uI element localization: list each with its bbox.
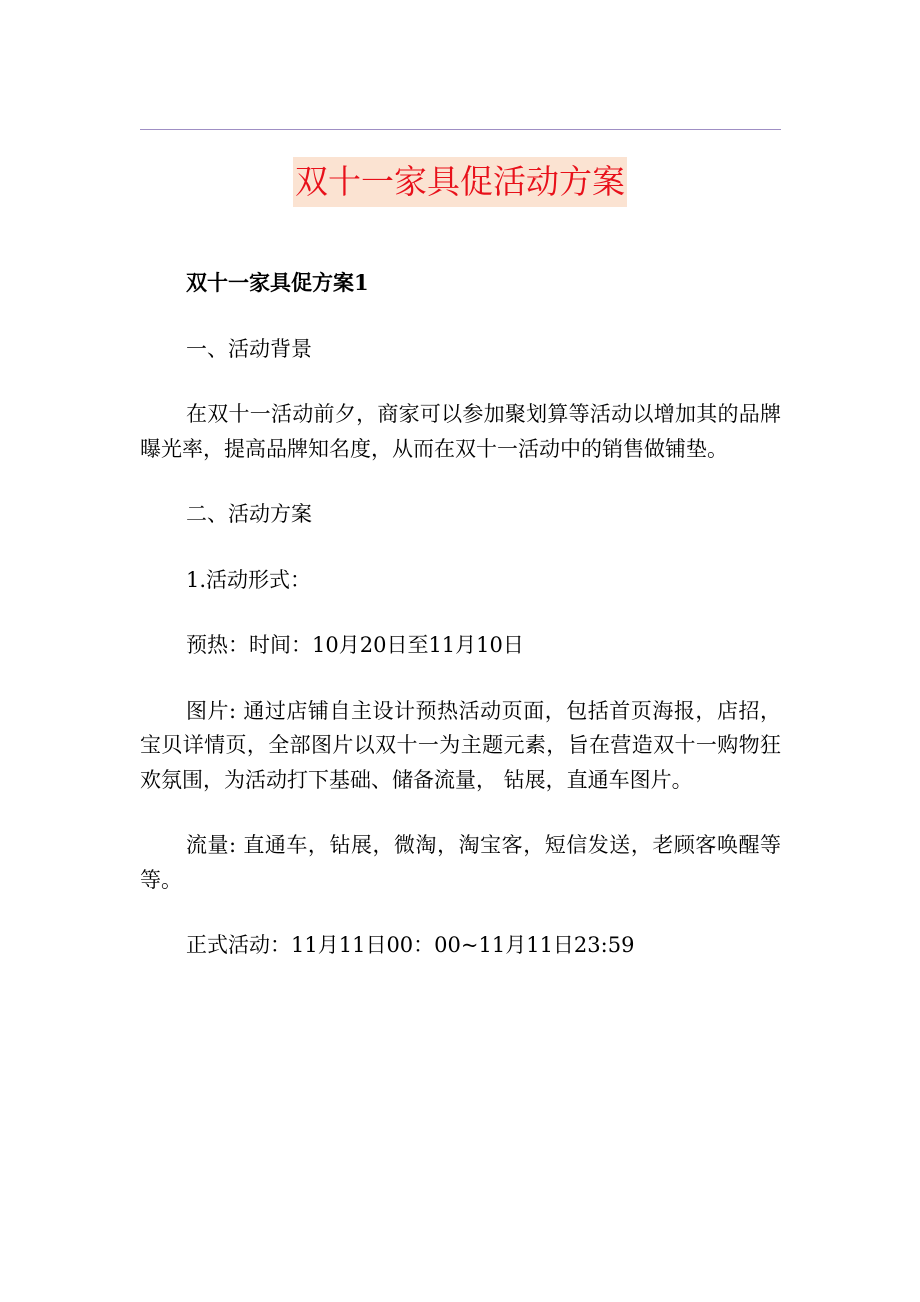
- document-body: [140, 266, 781, 994]
- title-container: [0, 157, 920, 207]
- paragraph-images: 图片: 通过店铺自主设计预热活动页面，包括首页海报，店招，宝贝详情页，全部图片以双十一为主题元素，旨在营造双十一购物狂欢氛围，为活动打下基础、储备流量， 钻展，直通车图片。: [140, 698, 781, 792]
- subheading-plan: 二、活动方案: [186, 502, 312, 526]
- subheading-background: 一、活动背景: [186, 336, 312, 361]
- paragraph-traffic: 流量: 直通车，钻展，微淘，淘宝客，短信发送，老顾客唤醒等等。: [140, 833, 781, 892]
- section-heading: 双十一家具促方案1: [186, 270, 369, 295]
- header-rule: [140, 129, 781, 130]
- paragraph-preheat-time: 预热：时间：10月20日至11月10日: [186, 633, 524, 657]
- paragraph-official-activity: 正式活动：11月11日00：00~11月11日23:59: [186, 933, 635, 957]
- paragraph-background: 在双十一活动前夕，商家可以参加聚划算等活动以增加其的品牌曝光率，提高品牌知名度，从而在双十一活动中的销售做铺垫。: [140, 402, 781, 461]
- document-title: 双十一家具促活动方案: [293, 157, 627, 207]
- paragraph-activity-form: 1.活动形式：: [186, 567, 312, 592]
